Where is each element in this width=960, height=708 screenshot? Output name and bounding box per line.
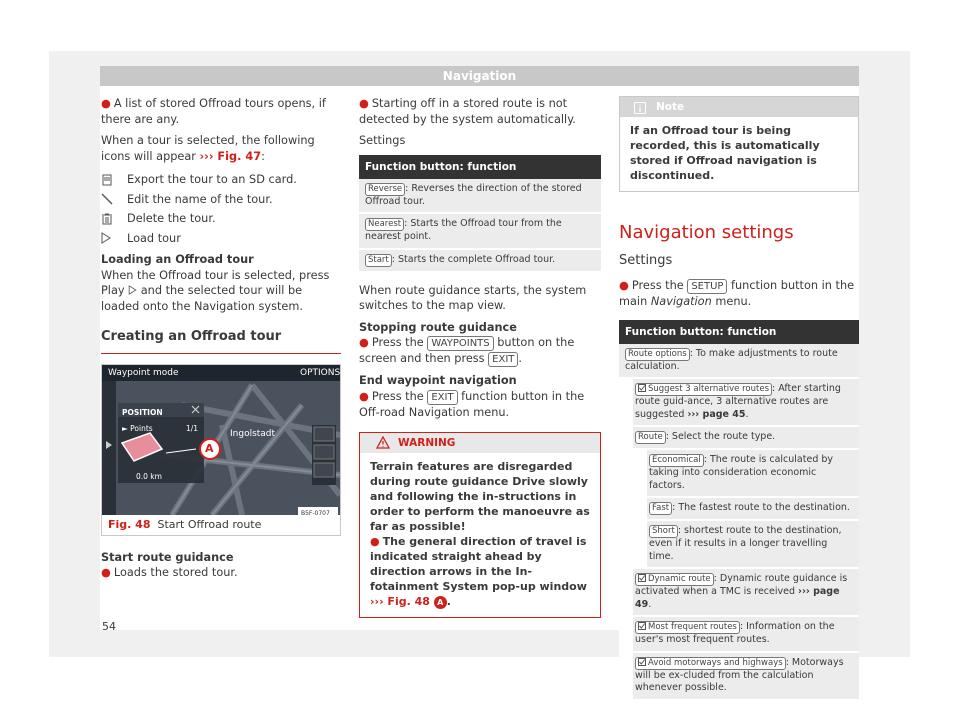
table-cell: Route : Select the route type. (633, 427, 859, 448)
checkbox-icon (638, 384, 648, 394)
column-middle (359, 96, 601, 618)
option-button[interactable]: Short (649, 525, 678, 538)
icon-list-item: Edit the name of the tour. (101, 190, 341, 210)
city-label: Ingolstadt (230, 428, 276, 439)
option-button[interactable]: Avoid motorways and highways (635, 657, 786, 670)
checkbox-icon (638, 658, 648, 668)
table-cell: Dynamic route : Dynamic route guidance is activated when a TMC is received ››› page 49. (633, 569, 859, 615)
table-cell: Economical : The route is calculated by taking into consideration economic factors. (647, 450, 859, 496)
play-icon (101, 232, 127, 244)
table-indent (619, 569, 633, 615)
table-indent (619, 427, 633, 448)
paragraph: ● Starting off in a stored route is not detected by the system automatically. (359, 97, 576, 126)
bullet-icon: ● (359, 336, 369, 349)
table-cell: Most frequent routes : Information on the user's most frequent routes. (633, 617, 859, 651)
bullet-icon: ● (359, 97, 369, 110)
checkbox-icon (638, 622, 648, 632)
table-cell: Short : shortest route to the destination, even if it results in a longer travelling time. (647, 521, 859, 567)
warning-header: WARNING (360, 433, 600, 453)
table-header: Function button: function (619, 320, 859, 344)
table-indent (619, 617, 633, 651)
callout-badge-a: A (434, 596, 447, 609)
subheading-stop: Stopping route guidance (359, 320, 517, 334)
icon-list (101, 170, 341, 248)
column-right (619, 96, 859, 701)
table-row: Nearest : Starts the Offroad tour from the nearest point. (359, 214, 601, 250)
sd-card-icon (101, 174, 127, 186)
function-table (359, 155, 601, 273)
table-indent (619, 450, 647, 496)
table-row (619, 427, 859, 450)
paragraph: When route guidance starts, the system switches to the map view. (359, 283, 587, 312)
table-header: Function button: function (359, 155, 601, 179)
figure-48 (101, 364, 341, 536)
option-button[interactable]: Route (635, 431, 666, 444)
table-row (619, 521, 859, 569)
page-number: 54 (102, 620, 116, 633)
exit-button[interactable]: EXIT (488, 352, 518, 367)
table-row (619, 344, 859, 380)
screen-title: Waypoint mode (108, 367, 179, 378)
table-row (619, 653, 859, 701)
option-button[interactable]: Fast (649, 502, 672, 515)
panel-title: POSITION (122, 407, 163, 417)
option-button[interactable]: Route options (625, 348, 690, 361)
table-cell: Route options : To make adjustments to route calculation. (619, 344, 859, 378)
warning-icon (376, 436, 390, 456)
table-indent (619, 379, 633, 425)
reverse-button[interactable]: Reverse (365, 183, 405, 196)
table-row (619, 379, 859, 427)
play-icon (128, 284, 137, 297)
paragraph: ● Press the SETUP function button in the main Navigation menu. (619, 279, 855, 308)
option-button[interactable]: Suggest 3 alternative routes (635, 383, 772, 396)
settings-table-rows (619, 344, 859, 701)
option-button[interactable]: Most frequent routes (635, 621, 740, 634)
icon-list-item: Load tour (101, 229, 341, 249)
paragraph: ● Press the WAYPOINTS button on the screen and then press EXIT . (359, 336, 575, 365)
option-button[interactable]: Economical (649, 454, 704, 467)
table-row: Start : Starts the complete Offroad tour. (359, 250, 601, 273)
paragraph: ● A list of stored Offroad tours opens, if there are any. (101, 97, 326, 126)
paragraph: ● Loads the stored tour. (101, 566, 238, 579)
distance-readout: 0.0 km (136, 471, 162, 481)
bullet-icon: ● (101, 566, 111, 579)
paragraph: ● Press the EXIT function button in the Off-road Navigation menu. (359, 389, 585, 419)
settings-table (619, 320, 859, 701)
waypoints-button[interactable]: WAYPOINTS (427, 336, 493, 351)
bullet-icon: ● (359, 389, 369, 403)
figure-link[interactable]: ››› Fig. 47 (199, 149, 262, 163)
panel-count: 1/1 (186, 423, 199, 433)
paragraph: When the Offroad tour is selected, press Play and the selected tour will be loaded onto the Navigation system. (101, 268, 330, 313)
page-header: Navigation (100, 66, 859, 86)
page-link[interactable]: ››› page 45 (687, 408, 746, 420)
panel-item[interactable]: ► Points (122, 423, 153, 433)
table-cell: Avoid motorways and highways : Motorways will be ex-cluded from the calculation whenever possible. (633, 653, 859, 699)
bullet-icon: ● (101, 97, 111, 110)
settings-label: Settings (359, 134, 406, 147)
subheading-end: End waypoint navigation (359, 374, 517, 387)
table-row (619, 498, 859, 521)
warning-box (359, 432, 601, 618)
subheading-start: Start route guidance (101, 550, 234, 564)
note-box (619, 96, 859, 192)
note-body: If an Offroad tour is being recorded, this is automatically stored if Offroad navigation is discontinued. (630, 124, 820, 182)
start-button[interactable]: Start (365, 254, 392, 267)
bullet-icon: ● (370, 535, 380, 548)
subsection-heading: Settings (619, 252, 673, 268)
table-indent (619, 653, 633, 699)
navigation-screenshot (102, 365, 340, 515)
page-link[interactable]: ››› page 49 (635, 586, 840, 610)
info-icon (634, 101, 646, 121)
table-row (619, 569, 859, 617)
paragraph: When a tour is selected, the following icons will appear ››› Fig. 47: (101, 134, 315, 163)
figure-caption: Fig. 48 Start Offroad route (108, 517, 262, 531)
table-row (619, 450, 859, 498)
bullet-icon: ● (619, 279, 629, 292)
section-heading: Navigation settings (619, 222, 794, 243)
warning-body: Terrain features are disregarded during route guidance Drive slowly and following the in-structions in order to perform the manoeuvre as far as possible! ● The general direction of travel is indicated straight ahead by direction arrows in the In-fotainment System pop-up window ››› Fig. 48 A . (370, 460, 590, 608)
exit-button[interactable]: EXIT (427, 390, 457, 405)
note-header: Note (620, 97, 858, 117)
icon-list-item: Delete the tour. (101, 209, 341, 229)
trash-icon (101, 213, 127, 225)
table-row: Reverse : Reverses the direction of the stored Offroad tour. (359, 179, 601, 215)
checkbox-icon (638, 574, 648, 584)
pencil-icon (101, 193, 127, 205)
setup-button[interactable]: SETUP (687, 279, 727, 294)
callout-label-a: A (205, 441, 214, 455)
nearest-button[interactable]: Nearest (365, 218, 404, 231)
table-row (619, 617, 859, 653)
table-indent (619, 521, 647, 567)
subheading-loading: Loading an Offroad tour (101, 253, 254, 266)
table-cell: Fast : The fastest route to the destination. (647, 498, 859, 519)
section-title: Creating an Offroad tour (101, 324, 341, 354)
options-button[interactable]: OPTIONS (300, 367, 340, 378)
icon-list-item: Export the tour to an SD card. (101, 170, 341, 190)
figure-code: B5F-0707 (301, 509, 330, 515)
option-button[interactable]: Dynamic route (635, 573, 714, 586)
column-left (101, 96, 341, 581)
figure-link[interactable]: ››› Fig. 48 (370, 595, 430, 608)
table-cell: Suggest 3 alternative routes : After starting route guid-ance, 3 alternative routes are suggested ››› page 45. (633, 379, 859, 425)
table-indent (619, 498, 647, 519)
